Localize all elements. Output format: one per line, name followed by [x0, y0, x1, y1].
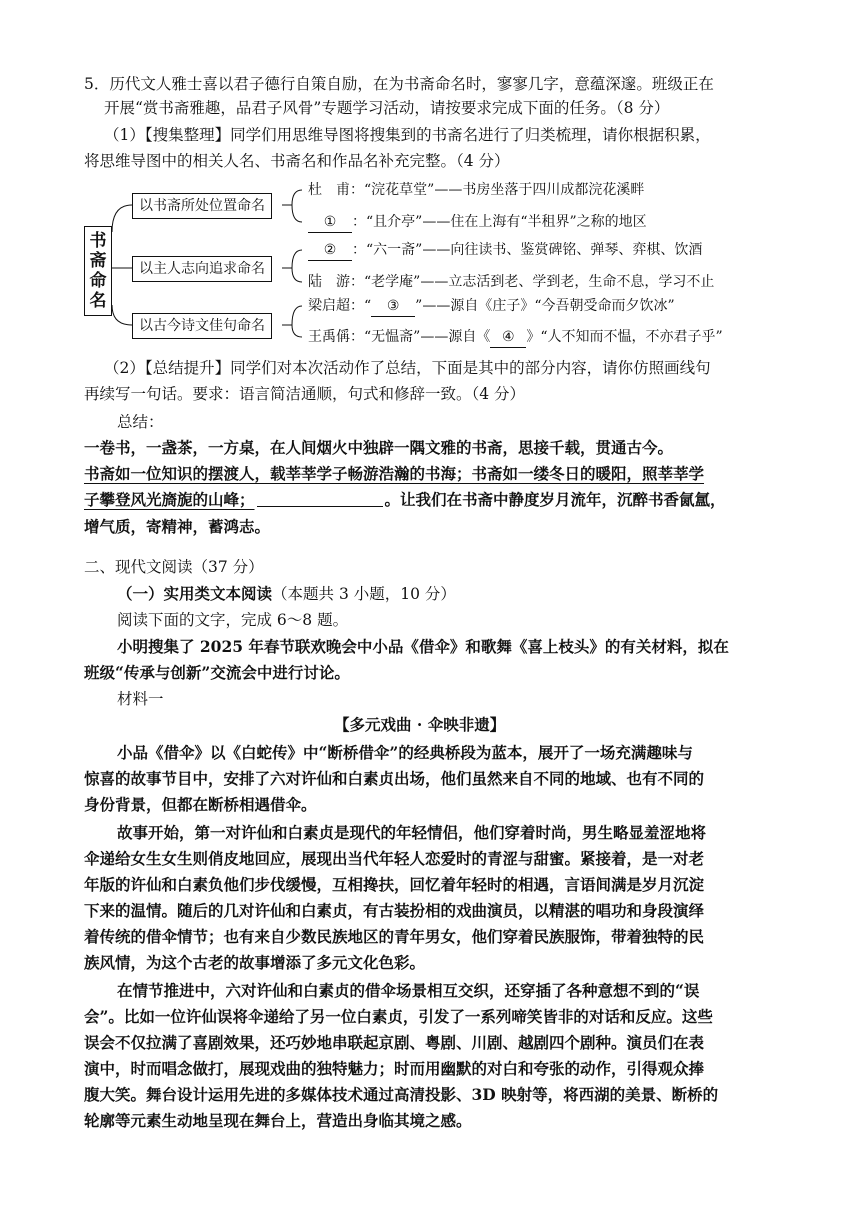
- person-name: 杜 甫: [308, 182, 350, 198]
- item-desc: ——立志活到老、学到老，生命不息，学习不止: [420, 274, 715, 290]
- mindmap-root: [84, 226, 112, 316]
- para1-line: 惊喜的故事节目中，安排了六对许仙和白素贞出场，他们虽然来自不同的地域、也有不同的: [84, 769, 705, 788]
- item-punct: 》: [526, 329, 541, 345]
- answer-blank[interactable]: [257, 490, 383, 507]
- section2-heading: 二、现代文阅读（37 分）: [84, 558, 264, 576]
- branch-aspiration: 以主人志向追求命名: [132, 256, 272, 282]
- summary-para1: 一卷书，一盏茶，一方桌，在人间烟火中独辟一隅文雅的书斋，思接千载，贯通古今。: [84, 438, 674, 457]
- blank-2: ②: [308, 240, 352, 261]
- person-name: 陆 游: [308, 274, 350, 290]
- intro-line2: 班级“传承与创新”交流会中进行讨论。: [84, 663, 350, 682]
- para2-line: 族风情，为这个古老的故事增添了多元文化色彩。: [84, 953, 426, 972]
- reading-instruction: 阅读下面的文字，完成 6～8 题。: [117, 611, 349, 629]
- study-name: ：“六一斋”: [352, 242, 423, 258]
- blank-4: ④: [490, 327, 526, 348]
- item-desc: ——住在上海有“半租界”之称的地区: [422, 214, 647, 230]
- study-name: ：“且介亭”: [352, 214, 423, 230]
- mindmap-item: [308, 327, 723, 348]
- para2-line: 伞递给女生女生则俏皮地回应，展现出当代年轻人恋爱时的青涩与甜蜜。紧接着，是一对老: [84, 849, 705, 868]
- person-name: 梁启超: [308, 298, 350, 314]
- item-desc: “人不知而不愠，不亦君子乎”: [540, 329, 723, 345]
- q5-sub1-line1: （1）【搜集整理】同学们用思维导图将搜集到的书斋名进行了归类梳理，请你根据积累，: [104, 126, 711, 144]
- para2-line: 故事开始，第一对许仙和白素贞是现代的年轻情侣，他们穿着时尚，男生略显羞涩地将: [117, 823, 707, 842]
- person-name: 王禹偁: [308, 329, 350, 345]
- part1-note: （本题共 3 小题，10 分）: [272, 585, 456, 603]
- para2-line: 年版的许仙和白素负他们步伐缓慢，互相搀扶，回忆着年轻时的相遇，言语间满是岁月沉淀: [84, 875, 705, 894]
- mindmap-item: [308, 180, 644, 200]
- mindmap-root-char: 命: [89, 271, 107, 291]
- part1-heading: [117, 583, 456, 605]
- part1-title: （一）实用类文本阅读: [117, 584, 273, 603]
- item-source: ：“无愠斋”——源自《: [350, 329, 491, 345]
- para3-line: 演中，时而唱念做打，展现戏曲的独特魅力；时而用幽默的对白和夸张的动作，引得观众捧: [84, 1059, 705, 1078]
- item-punct: ：“: [350, 298, 372, 314]
- item-desc: ——向往读书、鉴赏碑铭、弹琴、弈棋、饮酒: [422, 242, 703, 258]
- q5-sub1-line2: 将思维导图中的相关人名、书斋名和作品名补充完整。（4 分）: [84, 152, 510, 170]
- para3-line: 会”。比如一位许仙误将伞递给了另一位白素贞，引发了一系列啼笑皆非的对话和反应。这些: [84, 1007, 713, 1026]
- blank-3: ③: [371, 296, 415, 317]
- summary-underlined-1: 书斋如一位知识的摆渡人，载莘莘学子畅游浩瀚的书海；书斋如一缕冬日的暖阳，照莘莘学: [84, 464, 705, 483]
- para3-line: 腹大笑。舞台设计运用先进的多媒体技术通过高清投影、3D 映射等，将西湖的美景、断桥的: [84, 1085, 719, 1104]
- material-label: 材料一: [117, 690, 164, 708]
- summary-line3: [84, 489, 726, 511]
- branch-location: 以书斋所处位置命名: [132, 193, 272, 219]
- summary-label: 总结：: [117, 413, 164, 431]
- para1-line: 小品《借伞》以《白蛇传》中“断桥借伞”的经典桥段为蓝本，展开了一场充满趣味与: [117, 743, 693, 762]
- para3-line: 轮廓等元素生动地呈现在舞台上，营造出身临其境之感。: [84, 1111, 472, 1130]
- item-desc: ——书房坐落于四川成都浣花溪畔: [434, 182, 645, 198]
- mindmap-item: [308, 296, 675, 317]
- mindmap-item: [308, 212, 647, 233]
- summary-para4: 增气质，寄精神，蓄鸿志。: [84, 517, 271, 536]
- mindmap-root-char: 斋: [89, 251, 107, 271]
- mindmap-item: [308, 240, 702, 261]
- blank-1: ①: [308, 212, 352, 233]
- q5-line1: 5．历代文人雅士喜以君子德行自策自励，在为书斋命名时，寥寥几字，意蕴深邃。班级正在: [84, 75, 714, 93]
- study-name: ：“老学庵”: [350, 274, 421, 290]
- material-title: 【多元戏曲 · 伞映非遗】: [334, 715, 506, 734]
- summary-underlined-2: 子攀登风光旖旎的山峰；: [84, 490, 255, 509]
- q5-sub2-line1: （2）【总结提升】同学们对本次活动作了总结，下面是其中的部分内容，请你仿照画线句: [104, 359, 711, 377]
- summary-rest: 。让我们在书斋中静度岁月流年，沉醉书香氤氲，: [384, 490, 726, 509]
- para3-line: 误会不仅拉满了喜剧效果，还巧妙地串联起京剧、粤剧、川剧、越剧四个剧种。演员们在表: [84, 1033, 705, 1052]
- q5-sub2-line2: 再续写一句话。要求：语言简洁通顺，句式和修辞一致。（4 分）: [84, 385, 526, 403]
- intro-line1: 小明搜集了 2025 年春节联欢晚会中小品《借伞》和歌舞《喜上枝头》的有关材料，拟在: [117, 637, 729, 656]
- item-punct: ”: [415, 298, 423, 314]
- q5-line2: 开展“赏书斋雅趣，品君子风骨”专题学习活动，请按要求完成下面的任务。（8 分）: [104, 99, 670, 117]
- item-desc: ——源自《庄子》“今吾朝受命而夕饮冰”: [422, 298, 675, 314]
- para3-line: 在情节推进中，六对许仙和白素贞的借伞场景相互交织，还穿插了各种意想不到的“误: [117, 981, 700, 1000]
- mindmap-root-char: 名: [89, 291, 107, 311]
- branch-poetry: 以古今诗文佳句命名: [132, 313, 272, 339]
- mindmap-root-char: 书: [89, 231, 107, 251]
- study-name: ：“浣花草堂”: [350, 182, 435, 198]
- para1-line: 身份背景，但都在断桥相遇借伞。: [84, 795, 317, 814]
- para2-line: 下来的温情。随后的几对许仙和白素贞，有古装扮相的戏曲演员，以精湛的唱功和身段演绎: [84, 901, 705, 920]
- mindmap-item: [308, 272, 714, 292]
- para2-line: 着传统的借伞情节；也有来自少数民族地区的青年男女，他们穿着民族服饰，带着独特的民: [84, 927, 705, 946]
